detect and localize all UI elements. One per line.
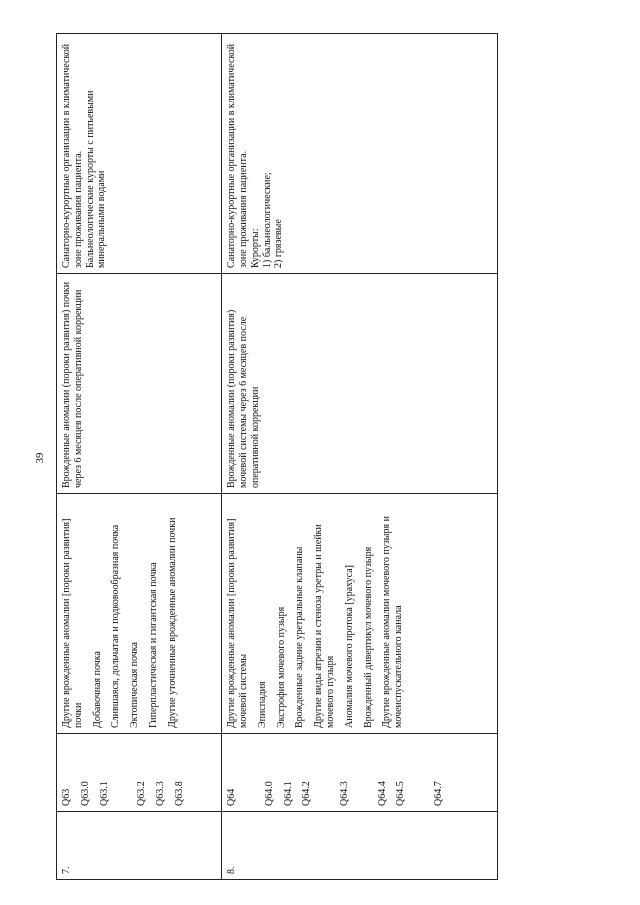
icd-codes-cell <box>222 734 498 812</box>
resort-line: 2) грязевые <box>273 219 285 268</box>
rotated-table-sheet <box>56 34 498 880</box>
diagnosis-name: Другие врожденные аномалии мочевого пузыря и мочеиспускательного канала <box>381 516 405 728</box>
icd-code: Q63.0 <box>79 781 91 806</box>
icd-code: Q64.7 <box>433 781 445 806</box>
resort-cell <box>222 34 498 274</box>
diagnosis-name: Другие врожденные аномалии [пороки развития] почки <box>61 518 84 728</box>
icd-code <box>358 739 370 806</box>
icd-code: Q63.8 <box>173 781 185 806</box>
diagnosis-names-cell <box>222 494 498 734</box>
diagnosis-name: Слившаяся, дольчатая и подковообразная почка <box>110 524 122 728</box>
table-row <box>57 34 222 880</box>
diagnosis-name: Экстрофия мочевого пузыря <box>275 606 287 728</box>
diagnosis-name: Добавочная почка <box>91 651 103 728</box>
resort-line: Санаторно-курортные организации в климатической зоне проживания пациента. <box>226 43 250 268</box>
row-number: 7. <box>57 812 222 880</box>
icd-code: Q64.4 <box>376 781 388 806</box>
icd-code: Q64.3 <box>339 781 351 806</box>
icd-code: Q63.1 <box>98 781 110 806</box>
document-table-region <box>56 34 498 880</box>
resort-line: Бальнеологические курорты с питьевыми минеральными водами <box>84 90 108 268</box>
diagnosis-name: Эктопическая почка <box>129 642 141 728</box>
icd-code <box>414 739 426 806</box>
resort-line: 1) бальнеологические; <box>261 172 273 268</box>
condition-cell: Врожденные аномалии (пороки развития) мочевой системы через 6 месяцев после оперативной коррекции <box>222 274 498 494</box>
diagnosis-name: Другие уточненные врожденные аномалии почки <box>166 517 178 728</box>
icd-code: Q64.5 <box>395 781 407 806</box>
page-number: 39 <box>34 452 46 464</box>
diagnosis-name: Другие виды атрезии и стеноза уретры и шейки мочевого пузыря <box>313 524 337 728</box>
diagnosis-name: Гиперпластическая и гигантская почка <box>147 562 159 728</box>
icd-code <box>245 739 257 806</box>
icd-code: Q64.0 <box>263 781 275 806</box>
icd-code <box>117 739 129 806</box>
resort-line: Санаторно-курортные организации в климатической зоне проживания пациента. <box>61 43 84 268</box>
icd-code: Q63.3 <box>154 781 166 806</box>
icd-code: Q63.2 <box>136 781 148 806</box>
icd-code <box>320 739 332 806</box>
icd-code: Q64.1 <box>282 781 294 806</box>
diagnosis-name: Аномалия мочевого протока [урахуса] <box>343 565 355 728</box>
table-row <box>222 34 498 880</box>
diagnosis-name: Другие врожденные аномалии [пороки развития] мочевой системы <box>226 518 250 728</box>
diagnosis-names-cell <box>57 494 222 734</box>
resort-line: Курорты: <box>249 228 261 268</box>
icd-code: Q63 <box>61 788 72 806</box>
icd-code: Q64 <box>226 788 238 806</box>
diagnosis-name: Врожденные задние уретральные клапаны <box>294 546 306 728</box>
icd-code: Q64.2 <box>301 781 313 806</box>
row-number: 8. <box>222 812 498 880</box>
diagnosis-name: Врожденный дивертикул мочевого пузыря <box>362 546 374 728</box>
icd-codes-cell <box>57 734 222 812</box>
resort-cell <box>57 34 222 274</box>
diagnosis-name: Эписпадия <box>256 681 268 728</box>
resort-indications-table <box>56 33 498 880</box>
condition-cell: Врожденные аномалии (пороки развития) почки через 6 месяцев после оперативной коррекции <box>57 274 222 494</box>
